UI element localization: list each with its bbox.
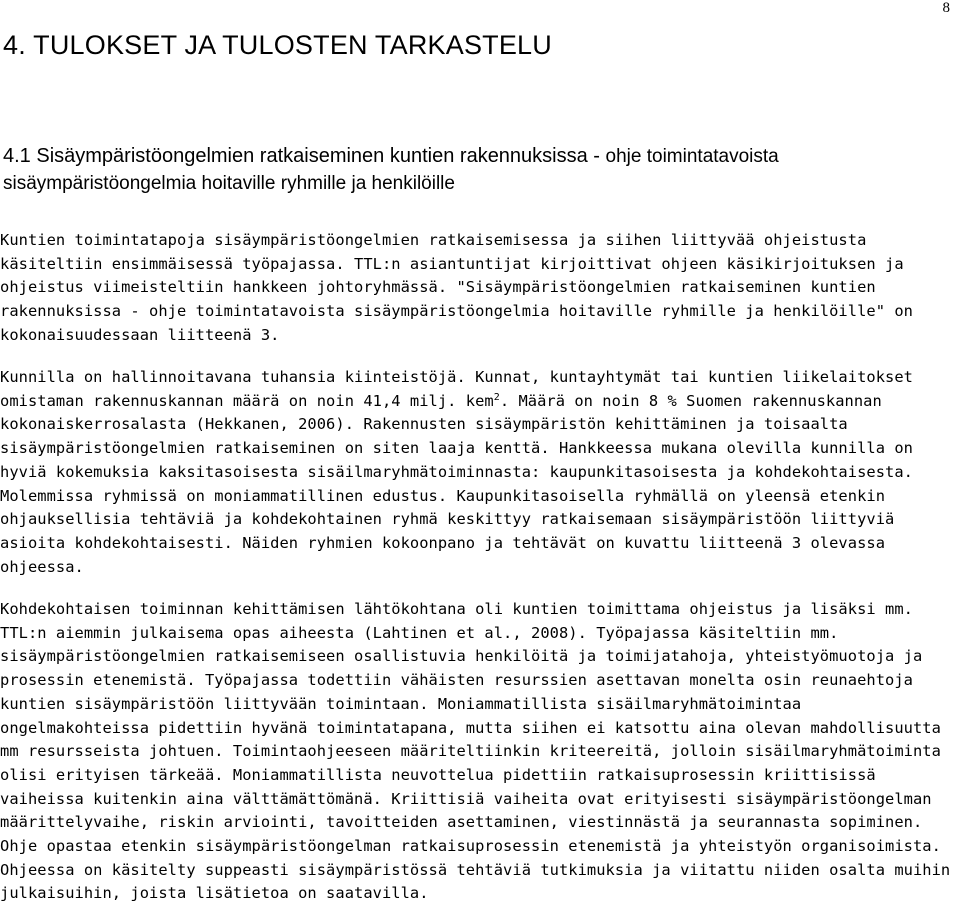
paragraph-2 — [0, 366, 958, 579]
page-number: 8 — [942, 0, 950, 16]
section-heading — [3, 143, 943, 197]
superscript-2: 2 — [493, 391, 500, 403]
section-heading-subtitle: ohje toimintatavoista sisäympäristöongelmia hoitaville ryhmille ja henkilöille — [3, 146, 779, 194]
paragraph-2-text-a: Kunnilla on hallinnoitavana tuhansia kiinteistöjä. Kunnat, kuntayhtymät tai kuntien liikelaitokset omistaman rakennuskannan määrä on noin 41,4 milj. kem — [0, 368, 913, 410]
paragraph-2-text-b: . Määrä on noin 8 % Suomen rakennuskannan kokonaiskerrosalasta (Hekkanen, 2006). Rakennusten sisäympäristön kehittäminen ja toisaalta sisäympäristöongelmien ratkaiseminen on siten laaja kenttä. Hankkeessa mukana olevilla kunnilla on hyviä kokemuksia kaksitasoisesta sisäilmaryhmätoiminnasta: kaupunkitasoisesta ja kohdekohtaisesta. Molemmissa ryhmissä on moniammatillinen edustus. Kaupunkitasoisella ryhmällä on yleensä etenkin ohjauksellisia tehtäviä ja kohdekohtainen ryhmä keskittyy ratkaisemaan sisäympäristöön liittyviä asioita kohdekohtaisesti. Näiden ryhmien kokoonpano ja tehtävät on kuvattu liitteenä 3 olevassa ohjeessa. — [0, 391, 913, 576]
chapter-heading: 4. TULOKSET JA TULOSTEN TARKASTELU — [3, 30, 552, 60]
paragraph-1: Kuntien toimintatapoja sisäympäristöongelmien ratkaisemisessa ja siihen liittyvää ohjeistusta käsiteltiin ensimmäisessä työpajassa. TTL:n asiantuntijat kirjoittivat ohjeen käsikirjoituksen ja ohjeistus viimeisteltiin hankkeen johtoryhmässä. "Sisäympäristöongelmien ratkaiseminen kuntien rakennuksissa - ohje toimintatavoista sisäympäristöongelmia hoitaville ryhmille ja henkilöille" on kokonaisuudessaan liitteenä 3. — [0, 231, 913, 344]
paragraph-3: Kohdekohtaisen toiminnan kehittämisen lähtökohtana oli kuntien toimittama ohjeistus ja lisäksi mm. TTL:n aiemmin julkaisema opas aiheesta (Lahtinen et al., 2008). Työpajassa käsiteltiin mm. sisäympäristöongelmien ratkaisemiseen osallistuvia henkilöitä ja toimijatahoja, yhteistyömuotoja ja prosessin etenemistä. Työpajassa todettiin vähäisten resurssien asettavan monelta osin reunaehtoja kuntien sisäympäristöön liittyvään toimintaan. Moniammatillista sisäilmaryhmätoimintaa ongelmakohteissa pidettiin hyvänä toimintatapana, mutta siihen ei katsottu aina olevan mahdollisuutta mm resursseista johtuen. Toimintaohjeeseen määriteltiinkin kriteereitä, jolloin sisäilmaryhmätoiminta olisi erityisen tärkeää. Moniammatillista neuvottelua pidettiin ratkaisuprosessin kriittisissä vaiheissa kuitenkin aina välttämättömänä. Kriittisiä vaiheita ovat erityisesti sisäympäristöongelman määrittelyvaihe, riskin arviointi, tavoitteiden asettaminen, viestinnästä ja seurannasta sopiminen. Ohje opastaa etenkin sisäympäristöongelman ratkaisuprosessin etenemistä ja yhteistyön organisoimista. Ohjeessa on käsitelty suppeasti sisäympäristössä tehtäviä tutkimuksia ja viitattu niiden osalta muihin julkaisuihin, joista lisätietoa on saatavilla. — [0, 600, 951, 903]
section-heading-main: 4.1 Sisäympäristöongelmien ratkaiseminen kuntien rakennuksissa - — [3, 145, 606, 167]
